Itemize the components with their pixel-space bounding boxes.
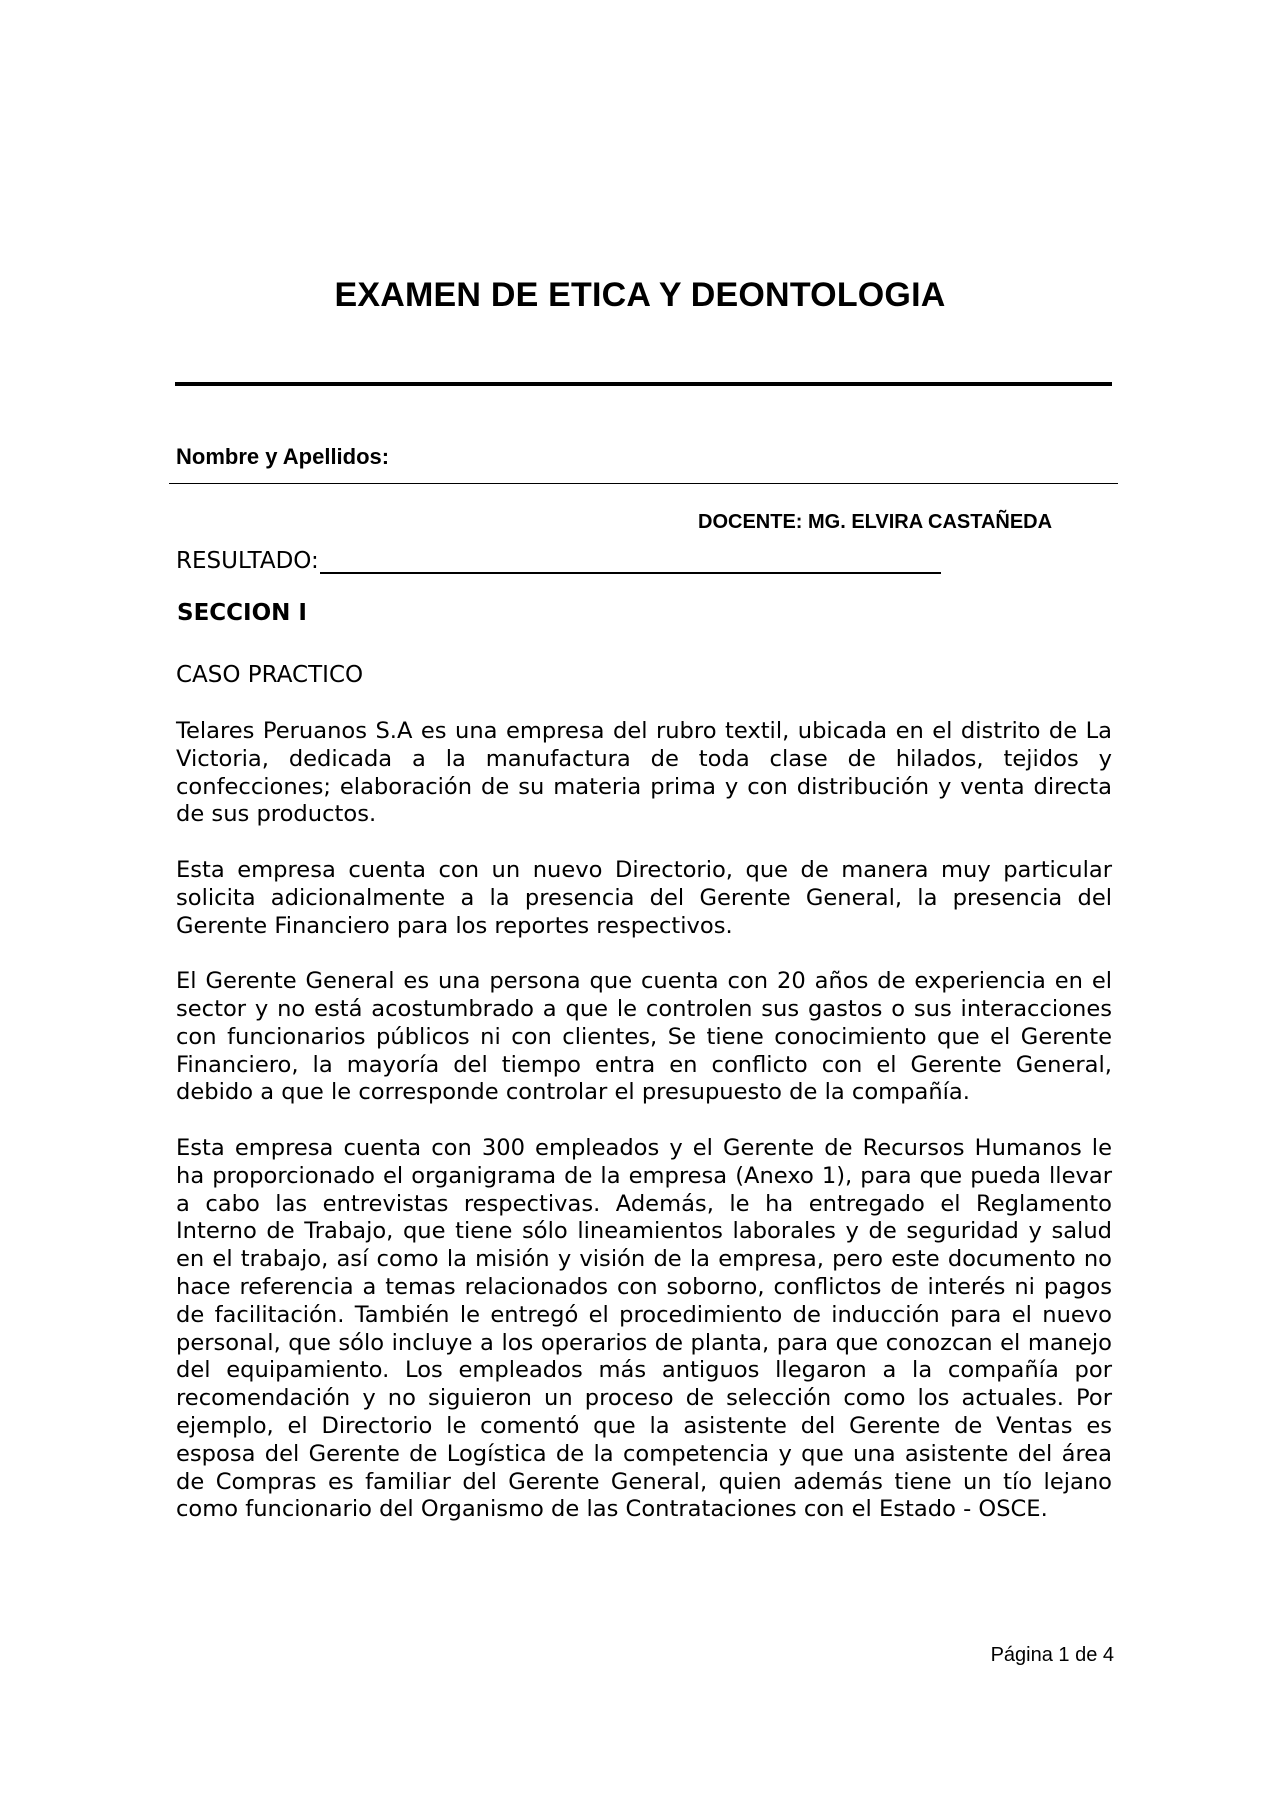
page-number: Página 1 de 4 bbox=[990, 1644, 1114, 1666]
section-heading: SECCION I bbox=[177, 600, 307, 626]
title-divider bbox=[175, 382, 1112, 386]
paragraph-1: Telares Peruanos S.A es una empresa del rubro textil, ubicada en el distrito de La Victoria, dedicada a la manufactura de toda clase de hilados, tejidos y confecciones; elaboración de su materia prima y con distribución y venta directa de sus productos. bbox=[176, 718, 1112, 828]
case-subheading: CASO PRACTICO bbox=[176, 662, 364, 688]
teacher-label: DOCENTE: MG. ELVIRA CASTAÑEDA bbox=[698, 511, 1053, 533]
paragraph-3: El Gerente General es una persona que cuenta con 20 años de experiencia en el sector y no está acostumbrado a que le controlen sus gastos o sus interacciones con funcionarios públicos ni con clientes, Se tiene conocimiento que el Gerente Financiero, la mayoría del tiempo entra en conflicto con el Gerente General, debido a que le corresponde controlar el presupuesto de la compañía. bbox=[176, 968, 1112, 1106]
name-field-label: Nombre y Apellidos: bbox=[176, 444, 390, 469]
result-field bbox=[176, 548, 941, 574]
result-field-line bbox=[320, 548, 941, 574]
page-title: EXAMEN DE ETICA Y DEONTOLOGIA bbox=[334, 276, 946, 314]
case-body bbox=[176, 718, 1112, 1552]
result-field-label: RESULTADO: bbox=[176, 548, 319, 574]
paragraph-4: Esta empresa cuenta con 300 empleados y el Gerente de Recursos Humanos le ha proporcionado el organigrama de la empresa (Anexo 1), para que pueda llevar a cabo las entrevistas respectivas. Además, le ha entregado el Reglamento Interno de Trabajo, que tiene sólo lineamientos laborales y de seguridad y salud en el trabajo, así como la misión y visión de la empresa, pero este documento no hace referencia a temas relacionados con soborno, conflictos de interés ni pagos de facilitación. También le entregó el procedimiento de inducción para el nuevo personal, que sólo incluye a los operarios de planta, para que conozcan el manejo del equipamiento. Los empleados más antiguos llegaron a la compañía por recomendación y no siguieron un proceso de selección como los actuales. Por ejemplo, el Directorio le comentó que la asistente del Gerente de Ventas es esposa del Gerente de Logística de la competencia y que una asistente del área de Compras es familiar del Gerente General, quien además tiene un tío lejano como funcionario del Organismo de las Contrataciones con el Estado - OSCE. bbox=[176, 1134, 1112, 1523]
name-field-line bbox=[169, 483, 1118, 484]
paragraph-2: Esta empresa cuenta con un nuevo Directorio, que de manera muy particular solicita adicionalmente a la presencia del Gerente General, la presencia del Gerente Financiero para los reportes respectivos. bbox=[176, 856, 1112, 939]
